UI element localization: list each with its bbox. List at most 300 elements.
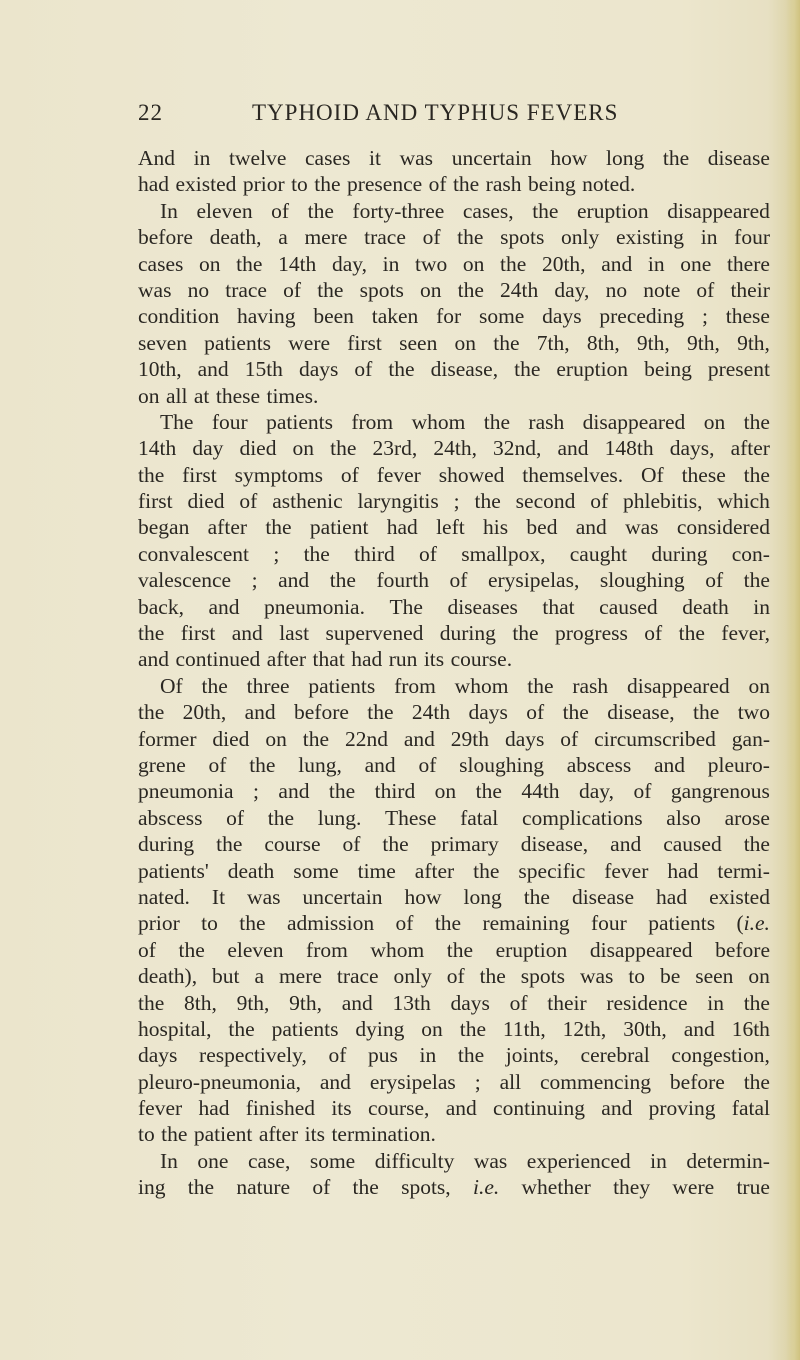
word: died (239, 436, 277, 461)
word: the (216, 832, 243, 857)
word: eleven (196, 198, 253, 223)
word: The (389, 594, 423, 619)
word: the (267, 805, 295, 830)
word: the (475, 779, 502, 804)
word: before (294, 700, 349, 725)
word: sloughing (599, 568, 685, 593)
word: these (215, 383, 261, 408)
word: 8th, (586, 330, 620, 355)
word: presence (346, 172, 423, 197)
word: mere (304, 225, 348, 250)
word: the (265, 515, 292, 540)
word: caused (663, 832, 722, 857)
word: seen (695, 964, 734, 989)
word: were (288, 330, 331, 355)
word: disease, (607, 700, 675, 725)
word: seen (399, 330, 438, 355)
word: 16th (731, 1016, 770, 1041)
word: patients' (138, 858, 209, 883)
word: days (138, 1043, 178, 1068)
word: first (138, 489, 173, 514)
word: existing (615, 225, 685, 250)
word: at (193, 383, 210, 408)
word: there (726, 251, 770, 276)
word: of (340, 462, 359, 487)
word: the (187, 1175, 215, 1200)
word: and (653, 752, 686, 777)
word: and (364, 752, 396, 777)
word: abscess (566, 752, 632, 777)
word: on (292, 436, 315, 461)
word: showed (438, 462, 505, 487)
word: primary (430, 832, 499, 857)
word: of (138, 937, 156, 962)
word: the (434, 911, 462, 936)
word: and (278, 568, 310, 593)
word: experienced (526, 1148, 631, 1173)
word: ; (453, 489, 460, 514)
word: all (499, 1069, 522, 1094)
word: 10th, (138, 357, 182, 382)
word: disease, (520, 832, 589, 857)
word: 13th (392, 990, 431, 1015)
word: fever (376, 462, 421, 487)
word: eruption (556, 357, 629, 382)
word: but (212, 964, 240, 989)
word: circumscribed (594, 726, 716, 751)
word: the (303, 541, 330, 566)
word: last (279, 621, 310, 646)
word: the (367, 700, 394, 725)
word: in (753, 594, 770, 619)
word: specific (518, 858, 586, 883)
word: It (211, 884, 226, 909)
word: disease (571, 884, 635, 909)
word: second (515, 489, 576, 514)
word: respectively, (199, 1043, 307, 1068)
word: 20th, (182, 700, 227, 725)
word: after (730, 436, 770, 461)
word: and (231, 621, 263, 646)
word: these (681, 462, 726, 487)
word: ; (474, 1069, 481, 1094)
word: whom (370, 937, 425, 962)
word: eleven (227, 937, 284, 962)
word: had (386, 515, 418, 540)
page-edge-shadow (786, 0, 800, 1360)
word: of (644, 621, 663, 646)
word: days (504, 726, 545, 751)
word: abscess (138, 805, 203, 830)
word: disease, (430, 357, 499, 382)
word: note (643, 277, 681, 302)
word: erysipelas, (487, 568, 580, 593)
word: mere (278, 964, 322, 989)
word: only (393, 964, 432, 989)
word: died (212, 726, 250, 751)
word: on (419, 277, 442, 302)
word: patients (308, 673, 376, 698)
word: hospital, (138, 1016, 212, 1041)
word: 24th (411, 700, 451, 725)
word: former (138, 726, 197, 751)
word: only (561, 225, 600, 250)
text-line (138, 699, 770, 725)
word: being (644, 357, 692, 382)
word: from (306, 937, 348, 962)
word: 32nd, (493, 436, 542, 461)
word: patients (648, 911, 716, 936)
word: 9th, (289, 990, 323, 1015)
word: eruption (495, 937, 568, 962)
word: ; (251, 568, 258, 593)
word: course (264, 832, 321, 857)
word: case, (247, 1148, 291, 1173)
word: dying (355, 1016, 405, 1041)
word: was (473, 1148, 508, 1173)
word: some (293, 858, 339, 883)
word: two (415, 251, 448, 276)
word: long (606, 146, 645, 170)
word: the (446, 937, 474, 962)
word: was (247, 884, 281, 909)
word: continued (175, 647, 261, 672)
word: forty-three (352, 198, 445, 223)
word: trace (225, 277, 267, 302)
word: on (421, 1016, 443, 1041)
word: ; (701, 304, 708, 329)
text-line (138, 1042, 770, 1068)
word: his (483, 515, 509, 540)
word: ; (273, 541, 280, 566)
word: lung, (298, 752, 342, 777)
word: the (743, 409, 770, 434)
word: of (208, 752, 227, 777)
text-line (138, 409, 770, 435)
word: difficulty (374, 1148, 455, 1173)
word: was (625, 515, 659, 540)
word: and (319, 1069, 351, 1094)
text-line (138, 514, 770, 540)
word: 20th, (541, 251, 586, 276)
word: present (707, 357, 770, 382)
word: in (707, 990, 724, 1015)
word: having (237, 304, 296, 329)
word: of (633, 779, 652, 804)
word: disappeared (667, 198, 770, 223)
word: a (278, 225, 288, 250)
text-line (138, 752, 770, 778)
word: days (468, 700, 508, 725)
word: (i.e. (736, 911, 770, 936)
word: were (672, 1175, 715, 1200)
word: day, (554, 277, 590, 302)
word: and (683, 1016, 715, 1041)
word: 148th (604, 436, 654, 461)
word: they (613, 1175, 651, 1200)
word: patient (309, 515, 369, 540)
word: the (532, 198, 559, 223)
word: had (138, 172, 170, 197)
word: the (457, 277, 484, 302)
word: no (187, 277, 210, 302)
word: first (347, 330, 382, 355)
word: of (449, 568, 468, 593)
word: 9th, (687, 330, 720, 355)
word: fever (138, 1096, 183, 1121)
word: of (526, 700, 545, 725)
word: true (736, 1175, 770, 1200)
word: of (419, 541, 437, 566)
word: gan- (731, 726, 770, 751)
word: of (509, 990, 528, 1015)
word: progress (555, 621, 628, 646)
word: after (258, 1122, 299, 1147)
word: death (227, 858, 275, 883)
word: The (160, 409, 194, 434)
word: and (575, 515, 607, 540)
text-line (138, 145, 770, 171)
word: laryngitis (357, 489, 439, 514)
text-line (138, 594, 770, 620)
word: run (388, 647, 418, 672)
text-line (138, 805, 770, 831)
word: had (667, 858, 699, 883)
word: disappeared (582, 409, 686, 434)
word: i.e. (472, 1175, 500, 1200)
word: 44th (521, 779, 560, 804)
word: the (328, 779, 356, 804)
word: the (527, 673, 554, 698)
running-head (138, 100, 770, 130)
word: to (291, 172, 308, 197)
word: arose (724, 805, 770, 830)
word: the (307, 198, 334, 223)
word: caught (569, 541, 628, 566)
word: two (737, 700, 770, 725)
word: condition (138, 304, 220, 329)
word: one (197, 1148, 229, 1173)
word: and (403, 726, 435, 751)
word: their (547, 990, 587, 1015)
word: the (161, 1122, 188, 1147)
word: finished (245, 1096, 316, 1121)
word: of (239, 489, 258, 514)
word: 29th (450, 726, 490, 751)
word: during (651, 541, 708, 566)
word: had (656, 884, 688, 909)
word: con- (731, 541, 770, 566)
word: grene (138, 752, 186, 777)
word: uncertain (451, 146, 532, 170)
word: taken (371, 304, 419, 329)
word: spots (500, 225, 545, 250)
word: spots, (401, 1175, 451, 1200)
word: 9th, (636, 330, 670, 355)
word: the (474, 489, 501, 514)
word: how (550, 146, 588, 170)
word: admission (286, 911, 375, 936)
text-line (138, 251, 770, 277)
word: 14th (138, 436, 177, 461)
word: day, (578, 779, 615, 804)
word: disappeared (589, 937, 693, 962)
word: all (165, 383, 188, 408)
word: existed (175, 172, 237, 197)
word: four (591, 911, 627, 936)
word: and (445, 1096, 477, 1121)
word: sloughing (459, 752, 544, 777)
word: cases (138, 251, 184, 276)
text-line (138, 778, 770, 804)
word: course, (367, 1096, 430, 1121)
text-line (138, 330, 770, 356)
word: of (328, 1043, 347, 1068)
word: bed (526, 515, 558, 540)
text-line (138, 726, 770, 752)
word: some (478, 304, 525, 329)
word: termi- (717, 858, 770, 883)
word: congestion, (671, 1043, 770, 1068)
text-line (138, 1016, 770, 1042)
word: phlebitis, (623, 489, 703, 514)
word: had (198, 1096, 230, 1121)
word: after (207, 515, 248, 540)
word: and (557, 436, 589, 461)
word: fatal (460, 805, 499, 830)
word: in (193, 146, 211, 170)
word: residence (606, 990, 688, 1015)
word: lung. (317, 805, 362, 830)
word: fever (604, 858, 649, 883)
word: the (473, 858, 500, 883)
word: on (748, 673, 770, 698)
word: it (369, 146, 381, 170)
word: which (717, 489, 770, 514)
word: the (138, 462, 165, 487)
word: Of (160, 673, 183, 698)
word: 7th, (536, 330, 570, 355)
word: in (650, 1148, 667, 1173)
word: 23rd, (372, 436, 418, 461)
word: cases, (462, 198, 514, 223)
word: the (329, 568, 356, 593)
word: days, (669, 436, 715, 461)
word: death), (138, 964, 198, 989)
word: of (342, 832, 361, 857)
word: spots (520, 964, 566, 989)
word: the (662, 146, 690, 170)
text-line (138, 1069, 770, 1095)
word: the (743, 462, 770, 487)
word: on (434, 779, 457, 804)
word: the (678, 621, 705, 646)
word: times. (266, 383, 319, 408)
word: asthenic (272, 489, 343, 514)
word: on (454, 330, 477, 355)
word: third (374, 779, 416, 804)
word: of (446, 964, 465, 989)
word: and (341, 990, 373, 1015)
text-line (138, 356, 770, 382)
word: the (249, 752, 276, 777)
word: four (211, 409, 248, 434)
word: In (160, 1148, 178, 1173)
word: of (705, 568, 724, 593)
word: twelve (229, 146, 287, 170)
word: cerebral (580, 1043, 650, 1068)
word: joints, (505, 1043, 559, 1068)
word: disappeared (626, 673, 730, 698)
word: been (313, 304, 354, 329)
word: nated. (138, 884, 190, 909)
text-line (138, 541, 770, 567)
word: the (493, 330, 520, 355)
word: seven (138, 330, 187, 355)
word: a (254, 964, 264, 989)
word: first (180, 621, 216, 646)
word: the (457, 1043, 485, 1068)
text-line (138, 831, 770, 857)
word: the (314, 172, 341, 197)
text-line (138, 224, 770, 250)
text-line (138, 383, 770, 409)
word: spots (359, 277, 404, 302)
word: 8th, (184, 990, 217, 1015)
text-line (138, 488, 770, 514)
word: commencing (539, 1069, 652, 1094)
word: prior (242, 172, 285, 197)
word: after (414, 858, 455, 883)
word: of (560, 726, 579, 751)
word: of (395, 911, 414, 936)
word: of (418, 752, 437, 777)
word: smallpox, (461, 541, 546, 566)
word: in (419, 1043, 437, 1068)
word: of (428, 172, 447, 197)
word: the (562, 700, 589, 725)
word: had (351, 647, 383, 672)
word: the (236, 251, 263, 276)
word: whom (454, 673, 509, 698)
word: 14th (278, 251, 317, 276)
word: diseases (447, 594, 518, 619)
word: the (743, 990, 770, 1015)
word: and (244, 700, 276, 725)
word: the (743, 832, 770, 857)
word: their (730, 277, 770, 302)
text-line (138, 884, 770, 910)
word: was (399, 146, 434, 170)
word: the (743, 568, 770, 593)
word: death (682, 594, 729, 619)
word: days (450, 990, 490, 1015)
word: considered (676, 515, 770, 540)
word: the (201, 673, 228, 698)
page-number: 22 (138, 100, 163, 125)
word: continuing (493, 1096, 586, 1121)
word: gangrenous (670, 779, 770, 804)
word: the (483, 409, 510, 434)
word: the (239, 911, 266, 936)
word: 24th (500, 277, 539, 302)
text-line (138, 1174, 770, 1200)
text-line (138, 620, 770, 646)
word: the (352, 1175, 379, 1200)
word: rash (572, 673, 609, 698)
word: day (192, 436, 224, 461)
word: 24th, (433, 436, 477, 461)
